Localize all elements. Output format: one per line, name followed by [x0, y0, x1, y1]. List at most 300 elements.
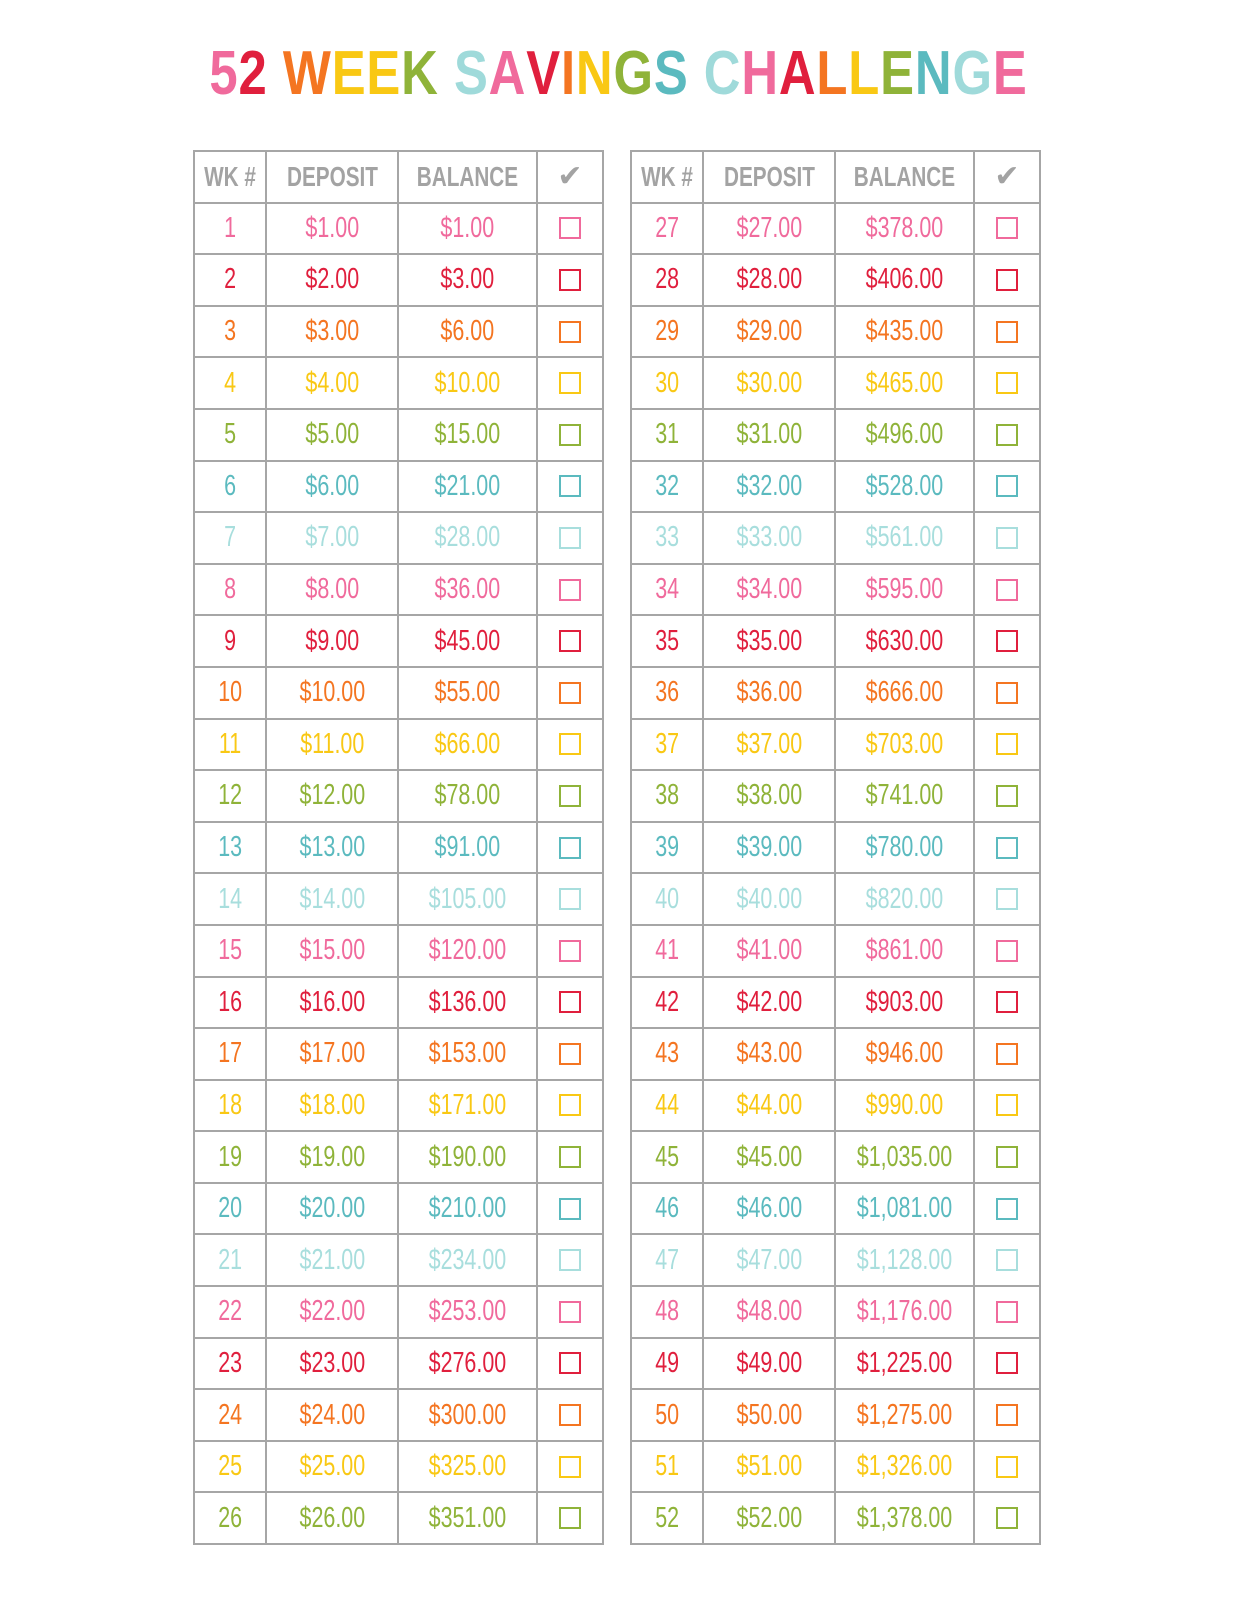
check-cell [537, 615, 603, 667]
week-value: 3 [224, 315, 236, 348]
checkbox[interactable] [559, 940, 581, 962]
checkbox[interactable] [559, 888, 581, 910]
week-value: 14 [218, 882, 242, 915]
balance-cell [835, 615, 974, 667]
balance-value: $21.00 [434, 469, 501, 502]
balance-cell [835, 1080, 974, 1132]
deposit-value: $13.00 [299, 831, 365, 864]
check-cell [537, 1080, 603, 1132]
week-cell [631, 977, 703, 1029]
week-value: 33 [655, 521, 679, 554]
balance-value: $946.00 [865, 1037, 944, 1070]
week-cell [631, 770, 703, 822]
balance-value: $36.00 [434, 573, 501, 606]
check-cell [537, 1131, 603, 1183]
deposit-value: $31.00 [736, 418, 802, 451]
balance-cell [835, 770, 974, 822]
checkbox[interactable] [996, 527, 1018, 549]
check-cell [974, 1286, 1040, 1338]
balance-cell [398, 357, 537, 409]
check-cell [537, 357, 603, 409]
check-cell [974, 306, 1040, 358]
week-value: 2 [224, 263, 236, 296]
checkmark-icon: ✔ [994, 158, 1020, 194]
deposit-value: $15.00 [299, 934, 365, 967]
week-value: 7 [224, 521, 236, 554]
balance-cell [398, 461, 537, 513]
balance-value: $861.00 [865, 934, 944, 967]
deposit-cell [266, 357, 398, 409]
checkbox[interactable] [559, 269, 581, 291]
balance-cell [835, 1028, 974, 1080]
balance-value: $300.00 [428, 1398, 507, 1431]
checkbox[interactable] [559, 1043, 581, 1065]
checkbox[interactable] [559, 372, 581, 394]
checkbox[interactable] [996, 1404, 1018, 1426]
deposit-value: $39.00 [736, 831, 802, 864]
week-cell [194, 822, 266, 874]
deposit-cell [703, 357, 835, 409]
balance-value: $780.00 [865, 831, 944, 864]
checkbox[interactable] [996, 372, 1018, 394]
deposit-cell [266, 512, 398, 564]
checkbox[interactable] [996, 1146, 1018, 1168]
week-cell [631, 1183, 703, 1235]
balance-value: $1,326.00 [856, 1450, 953, 1483]
balance-value: $528.00 [865, 469, 944, 502]
deposit-cell [703, 770, 835, 822]
balance-cell [398, 1183, 537, 1235]
balance-cell [835, 1183, 974, 1235]
checkbox[interactable] [559, 1146, 581, 1168]
balance-value: $28.00 [434, 521, 501, 554]
week-value: 41 [655, 934, 679, 967]
deposit-value: $46.00 [736, 1192, 802, 1225]
check-cell [974, 512, 1040, 564]
checkbox[interactable] [559, 321, 581, 343]
balance-cell [835, 409, 974, 461]
table-row [631, 1286, 1040, 1338]
week-value: 43 [655, 1037, 679, 1070]
table-row [194, 357, 603, 409]
balance-cell [835, 512, 974, 564]
week-value: 25 [218, 1450, 242, 1483]
balance-cell [835, 977, 974, 1029]
week-header [194, 151, 266, 203]
table-row [631, 1080, 1040, 1132]
table-row [194, 1234, 603, 1286]
checkbox[interactable] [559, 785, 581, 807]
week-value: 21 [218, 1243, 242, 1276]
balance-cell [398, 1080, 537, 1132]
checkbox[interactable] [996, 1249, 1018, 1271]
week-value: 44 [655, 1088, 679, 1121]
deposit-cell [266, 409, 398, 461]
deposit-value: $32.00 [736, 469, 802, 502]
week-cell [631, 1441, 703, 1493]
checkbox[interactable] [996, 630, 1018, 652]
checkbox[interactable] [996, 1198, 1018, 1220]
checkbox[interactable] [559, 630, 581, 652]
check-cell [974, 615, 1040, 667]
week-value: 40 [655, 882, 679, 915]
week-cell [194, 770, 266, 822]
checkbox[interactable] [996, 1456, 1018, 1478]
balance-cell [835, 873, 974, 925]
checkbox[interactable] [996, 940, 1018, 962]
week-value: 47 [655, 1243, 679, 1276]
checkbox[interactable] [559, 1094, 581, 1116]
table-row [631, 1028, 1040, 1080]
check-cell [537, 1441, 603, 1493]
balance-value: $1,081.00 [856, 1192, 953, 1225]
table-row [194, 770, 603, 822]
deposit-value: $1.00 [305, 211, 359, 244]
week-value: 9 [224, 624, 236, 657]
deposit-cell [703, 977, 835, 1029]
balance-header [835, 151, 974, 203]
table-row [631, 770, 1040, 822]
check-cell [974, 977, 1040, 1029]
balance-cell [398, 1131, 537, 1183]
deposit-cell [703, 1080, 835, 1132]
check-cell [537, 1338, 603, 1390]
checkbox[interactable] [559, 1404, 581, 1426]
balance-cell [835, 667, 974, 719]
balance-cell [835, 357, 974, 409]
table-row [194, 564, 603, 616]
week-value: 30 [655, 366, 679, 399]
title-letter: E [992, 39, 1028, 108]
deposit-cell [703, 719, 835, 771]
balance-value: $10.00 [434, 366, 501, 399]
savings-table-left [193, 150, 604, 1545]
week-value: 31 [655, 418, 679, 451]
week-cell [194, 1131, 266, 1183]
balance-value: $378.00 [865, 211, 944, 244]
balance-value: $1,275.00 [856, 1398, 953, 1431]
deposit-value: $37.00 [736, 727, 802, 760]
title-letter: E [331, 39, 367, 108]
deposit-value: $36.00 [736, 676, 802, 709]
checkbox[interactable] [559, 1198, 581, 1220]
balance-header [398, 151, 537, 203]
week-cell [631, 564, 703, 616]
deposit-header [703, 151, 835, 203]
table-row [194, 203, 603, 255]
week-cell [194, 306, 266, 358]
checkbox[interactable] [559, 837, 581, 859]
check-cell [537, 306, 603, 358]
deposit-value: $45.00 [736, 1140, 802, 1173]
week-value: 6 [224, 469, 236, 502]
check-cell [537, 719, 603, 771]
balance-header-label: BALANCE [853, 160, 956, 192]
check-cell [537, 1286, 603, 1338]
title-letter: I [560, 39, 576, 108]
deposit-value: $21.00 [299, 1243, 365, 1276]
balance-cell [398, 719, 537, 771]
deposit-value: $8.00 [305, 573, 359, 606]
balance-value: $820.00 [865, 882, 944, 915]
checkbox[interactable] [996, 1301, 1018, 1323]
balance-value: $741.00 [865, 779, 944, 812]
table-row [194, 873, 603, 925]
deposit-cell [266, 1080, 398, 1132]
table-row [631, 1338, 1040, 1390]
table-row [631, 461, 1040, 513]
deposit-cell [266, 461, 398, 513]
week-header-label: WK # [204, 160, 256, 192]
week-cell [194, 667, 266, 719]
deposit-cell [703, 822, 835, 874]
balance-value: $903.00 [865, 985, 944, 1018]
week-cell [631, 719, 703, 771]
deposit-cell [703, 512, 835, 564]
deposit-value: $26.00 [299, 1501, 365, 1534]
balance-cell [835, 564, 974, 616]
week-cell [631, 409, 703, 461]
week-cell [194, 1183, 266, 1235]
checkbox[interactable] [996, 888, 1018, 910]
check-cell [974, 1131, 1040, 1183]
check-header [974, 151, 1040, 203]
week-cell [631, 667, 703, 719]
checkbox[interactable] [996, 682, 1018, 704]
check-cell [537, 1492, 603, 1544]
week-value: 49 [655, 1346, 679, 1379]
balance-cell [835, 719, 974, 771]
check-cell [537, 667, 603, 719]
balance-cell [835, 1131, 974, 1183]
table-row [194, 667, 603, 719]
balance-cell [398, 203, 537, 255]
week-cell [194, 1441, 266, 1493]
table-row [194, 1131, 603, 1183]
balance-value: $45.00 [434, 624, 501, 657]
week-value: 17 [218, 1037, 242, 1070]
table-row [194, 409, 603, 461]
week-cell [194, 461, 266, 513]
balance-cell [835, 925, 974, 977]
table-row [631, 1183, 1040, 1235]
balance-cell [398, 1028, 537, 1080]
check-cell [974, 822, 1040, 874]
table-row [631, 254, 1040, 306]
deposit-value: $23.00 [299, 1346, 365, 1379]
week-value: 15 [218, 934, 242, 967]
deposit-cell [266, 1131, 398, 1183]
week-value: 24 [218, 1398, 242, 1431]
check-cell [974, 1338, 1040, 1390]
week-cell [631, 306, 703, 358]
checkbox[interactable] [996, 579, 1018, 601]
deposit-value: $29.00 [736, 315, 802, 348]
week-cell [631, 357, 703, 409]
balance-value: $496.00 [865, 418, 944, 451]
balance-value: $253.00 [428, 1295, 507, 1328]
checkbox[interactable] [996, 321, 1018, 343]
checkbox[interactable] [559, 579, 581, 601]
deposit-cell [703, 254, 835, 306]
balance-value: $210.00 [428, 1192, 507, 1225]
checkbox[interactable] [996, 424, 1018, 446]
balance-value: $91.00 [434, 831, 501, 864]
checkbox[interactable] [996, 1094, 1018, 1116]
checkbox[interactable] [996, 475, 1018, 497]
check-cell [974, 719, 1040, 771]
checkbox[interactable] [996, 837, 1018, 859]
week-value: 19 [218, 1140, 242, 1173]
week-value: 42 [655, 985, 679, 1018]
table-row [194, 925, 603, 977]
week-cell [631, 1234, 703, 1286]
week-value: 13 [218, 831, 242, 864]
balance-value: $1,128.00 [856, 1243, 953, 1276]
check-cell [974, 1183, 1040, 1235]
title-letter: L [816, 39, 849, 108]
balance-value: $55.00 [434, 676, 501, 709]
deposit-cell [266, 719, 398, 771]
week-value: 45 [655, 1140, 679, 1173]
deposit-cell [266, 822, 398, 874]
checkbox[interactable] [559, 1456, 581, 1478]
balance-cell [835, 254, 974, 306]
week-cell [194, 615, 266, 667]
deposit-value: $6.00 [305, 469, 359, 502]
table-row [631, 409, 1040, 461]
check-cell [537, 925, 603, 977]
checkbox[interactable] [559, 1249, 581, 1271]
balance-value: $1.00 [440, 211, 495, 244]
check-cell [974, 1441, 1040, 1493]
balance-cell [398, 1286, 537, 1338]
title-letter: 2 [238, 39, 268, 108]
check-cell [974, 1080, 1040, 1132]
deposit-value: $51.00 [736, 1450, 802, 1483]
checkbox[interactable] [559, 527, 581, 549]
balance-cell [398, 977, 537, 1029]
checkbox[interactable] [559, 733, 581, 755]
checkbox[interactable] [559, 991, 581, 1013]
balance-value: $105.00 [428, 882, 507, 915]
deposit-value: $22.00 [299, 1295, 365, 1328]
balance-cell [835, 822, 974, 874]
deposit-value: $28.00 [736, 263, 802, 296]
checkbox[interactable] [996, 1507, 1018, 1529]
checkbox[interactable] [559, 1352, 581, 1374]
week-cell [631, 1080, 703, 1132]
table-row [194, 1492, 603, 1544]
week-cell [631, 512, 703, 564]
deposit-cell [266, 1183, 398, 1235]
balance-value: $1,035.00 [856, 1140, 953, 1173]
check-cell [974, 873, 1040, 925]
deposit-cell [703, 1234, 835, 1286]
deposit-value: $30.00 [736, 366, 802, 399]
savings-table-right [630, 150, 1041, 1545]
week-cell [631, 461, 703, 513]
balance-cell [398, 409, 537, 461]
deposit-cell [266, 977, 398, 1029]
week-value: 10 [218, 676, 242, 709]
deposit-header-label: DEPOSIT [723, 160, 815, 192]
table-row [631, 1492, 1040, 1544]
checkbox[interactable] [996, 733, 1018, 755]
deposit-cell [703, 1131, 835, 1183]
deposit-cell [703, 667, 835, 719]
deposit-cell [266, 925, 398, 977]
checkbox[interactable] [559, 424, 581, 446]
balance-cell [398, 615, 537, 667]
table-row [631, 873, 1040, 925]
week-value: 38 [655, 779, 679, 812]
deposit-cell [266, 1492, 398, 1544]
week-value: 48 [655, 1295, 679, 1328]
deposit-cell [266, 1441, 398, 1493]
checkbox[interactable] [996, 991, 1018, 1013]
week-value: 16 [218, 985, 242, 1018]
balance-value: $703.00 [865, 727, 944, 760]
week-cell [631, 822, 703, 874]
deposit-cell [703, 461, 835, 513]
checkbox[interactable] [559, 1301, 581, 1323]
deposit-value: $34.00 [736, 573, 802, 606]
checkbox[interactable] [996, 1043, 1018, 1065]
week-cell [631, 1131, 703, 1183]
table-row [631, 203, 1040, 255]
checkbox[interactable] [559, 682, 581, 704]
title-letter: H [741, 39, 779, 108]
balance-cell [398, 1389, 537, 1441]
table-header-row [194, 151, 603, 203]
deposit-value: $49.00 [736, 1346, 802, 1379]
deposit-value: $9.00 [305, 624, 359, 657]
table-row [194, 1080, 603, 1132]
week-value: 12 [218, 779, 242, 812]
table-row [631, 977, 1040, 1029]
week-cell [194, 203, 266, 255]
balance-value: $435.00 [865, 315, 944, 348]
checkbox[interactable] [559, 475, 581, 497]
deposit-value: $33.00 [736, 521, 802, 554]
table-row [631, 615, 1040, 667]
table-row [631, 1389, 1040, 1441]
week-cell [631, 1338, 703, 1390]
checkbox[interactable] [996, 269, 1018, 291]
deposit-cell [703, 1441, 835, 1493]
week-cell [194, 564, 266, 616]
week-value: 32 [655, 469, 679, 502]
week-cell [631, 1389, 703, 1441]
checkbox[interactable] [996, 217, 1018, 239]
checkbox[interactable] [559, 1507, 581, 1529]
table-row [194, 977, 603, 1029]
balance-value: $1,378.00 [856, 1501, 953, 1534]
balance-cell [835, 306, 974, 358]
balance-value: $190.00 [428, 1140, 507, 1173]
deposit-cell [266, 615, 398, 667]
checkbox[interactable] [559, 217, 581, 239]
check-cell [537, 1389, 603, 1441]
check-cell [537, 873, 603, 925]
balance-value: $351.00 [428, 1501, 507, 1534]
balance-value: $15.00 [434, 418, 501, 451]
check-cell [974, 925, 1040, 977]
checkbox[interactable] [996, 1352, 1018, 1374]
balance-cell [398, 822, 537, 874]
checkbox[interactable] [996, 785, 1018, 807]
